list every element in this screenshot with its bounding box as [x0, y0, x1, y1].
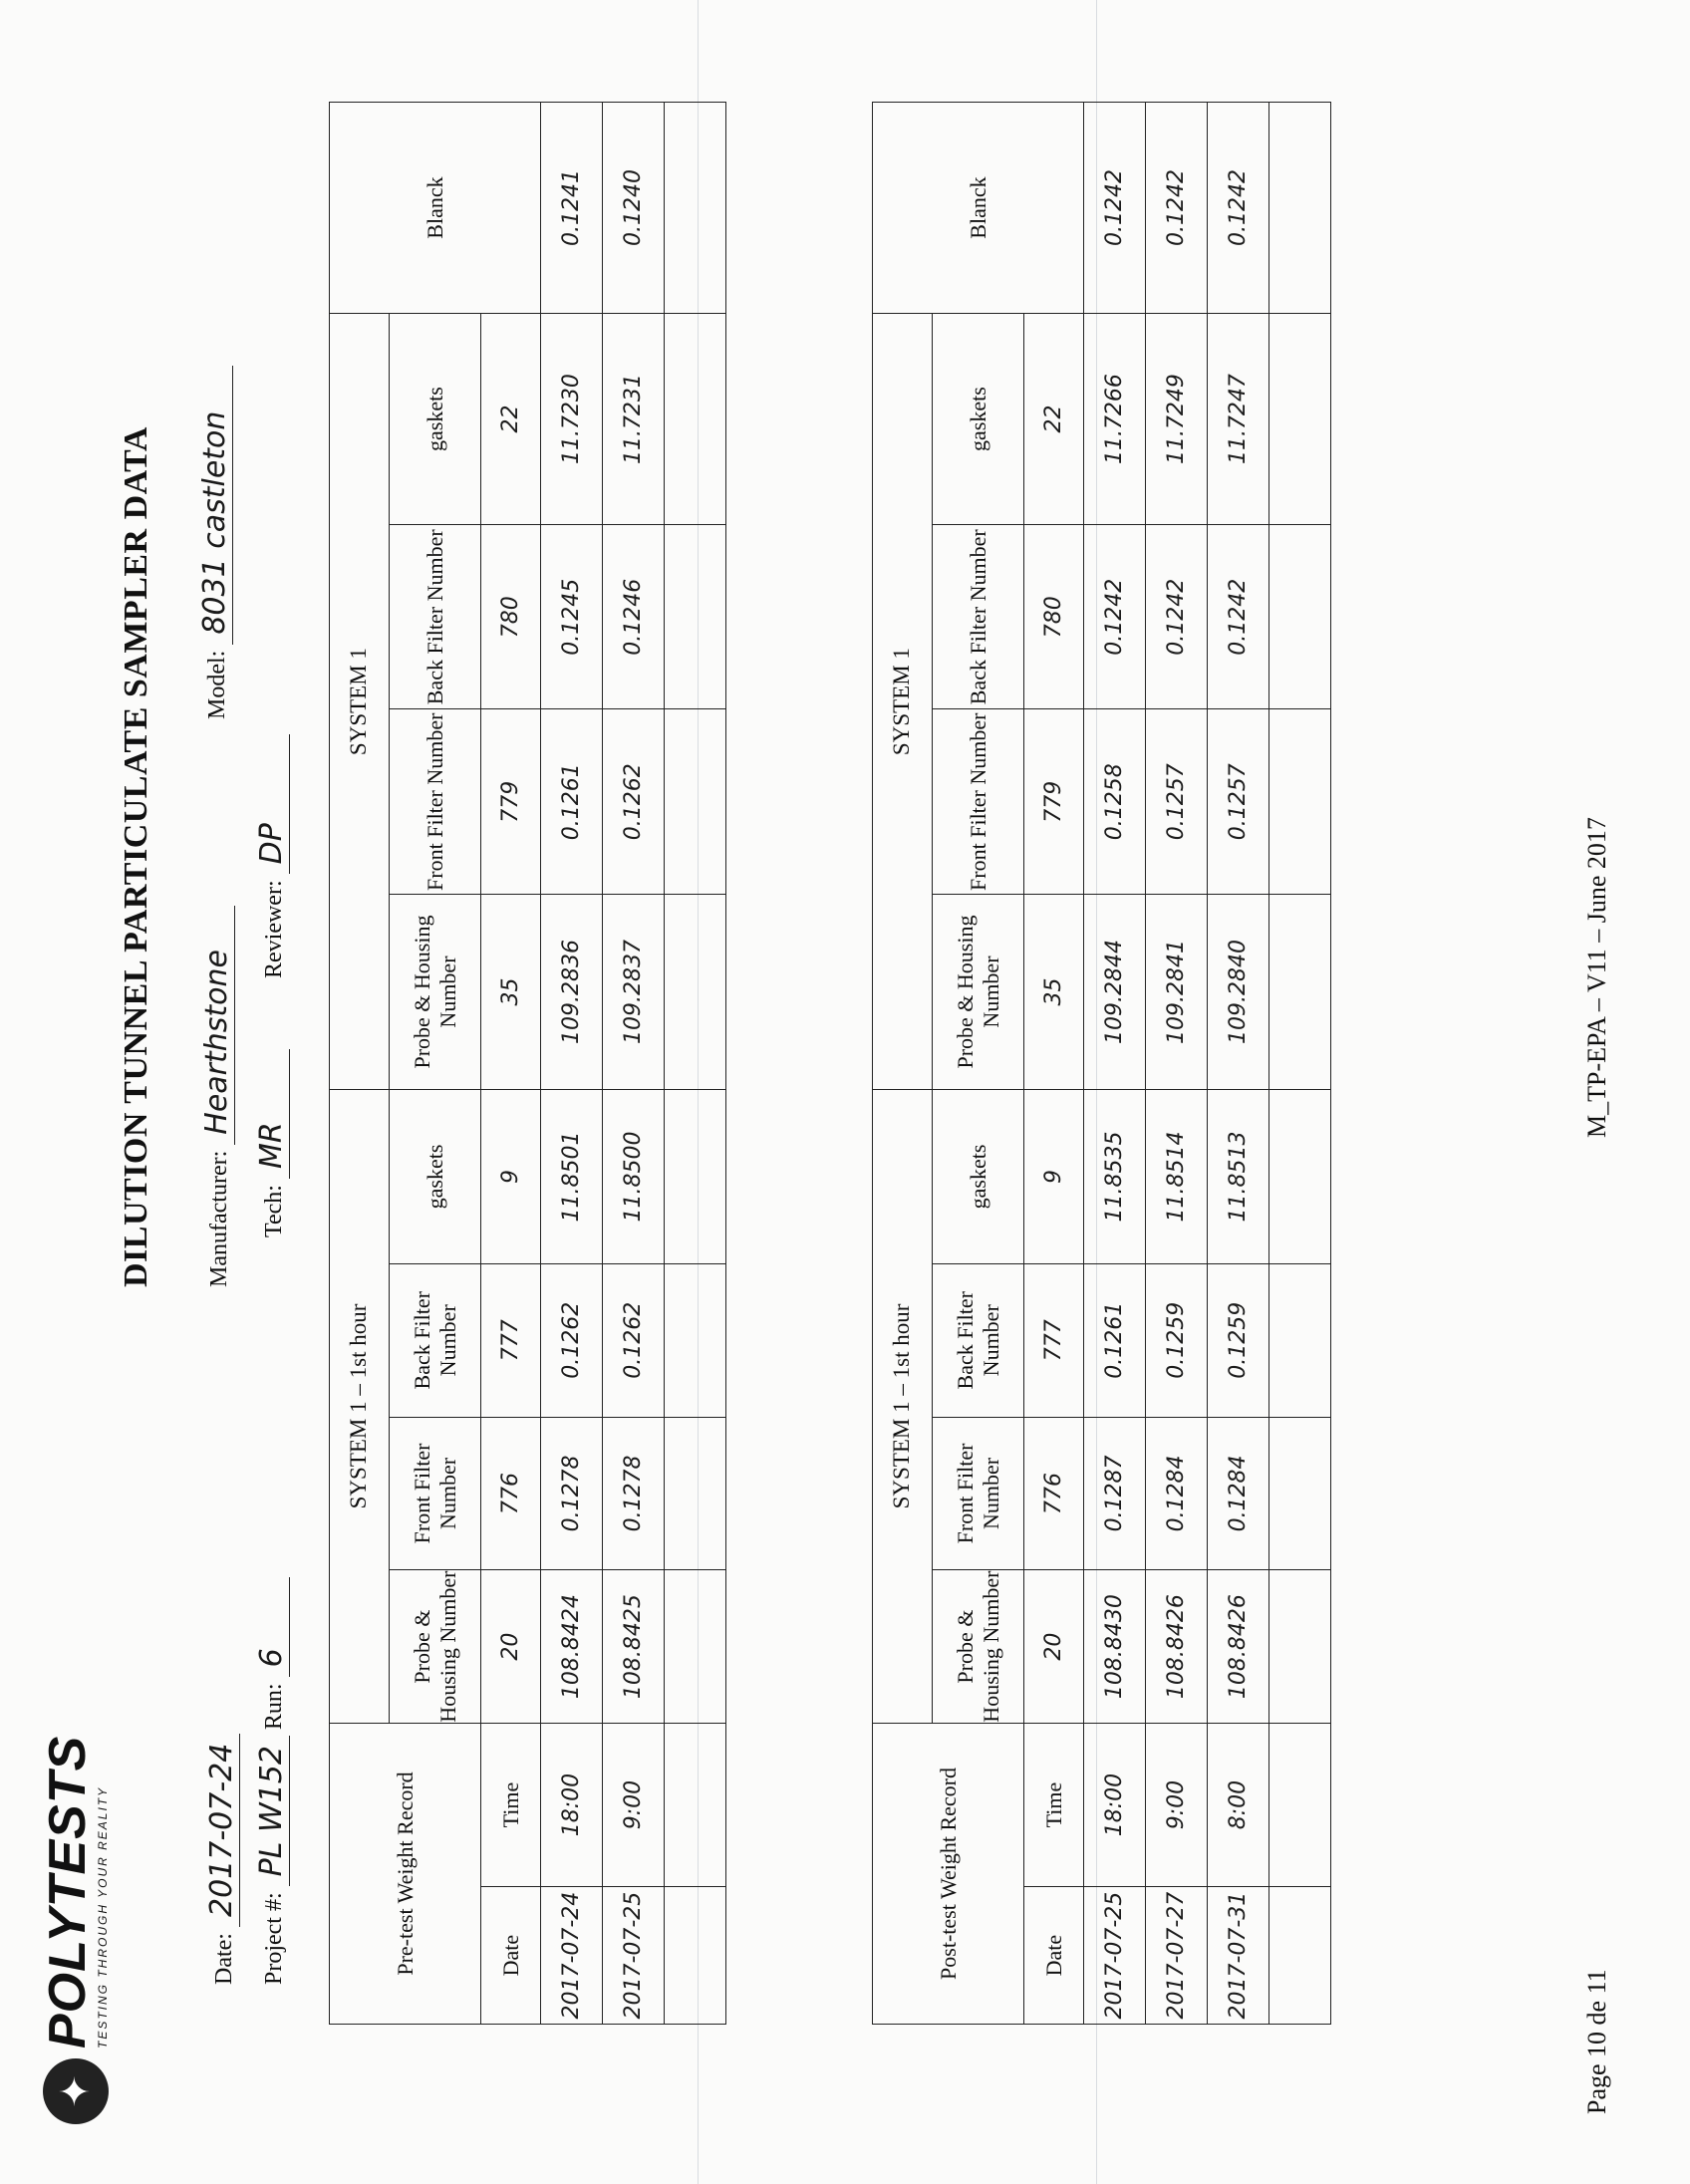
weight-cell: 0.1245: [541, 525, 603, 709]
weight-cell: 0.1261: [541, 709, 603, 894]
weight-cell: 0.1262: [541, 1263, 603, 1417]
model-field: [197, 366, 233, 719]
column-header: Date: [481, 1887, 541, 2025]
weight-cell: [1269, 1263, 1331, 1417]
column-header: Front Filter Number: [390, 1417, 481, 1570]
weight-cell: [665, 709, 726, 894]
id-cell: 35: [481, 894, 541, 1089]
pre-test-weight-table: [329, 102, 726, 2025]
weight-cell: 108.8425: [603, 1570, 665, 1724]
weight-cell: 0.1278: [603, 1417, 665, 1570]
weight-cell: 109.2840: [1208, 894, 1269, 1089]
form-title: DILUTION TUNNEL PARTICULATE SAMPLER DATA: [118, 426, 154, 1287]
weight-cell: 108.8424: [541, 1570, 603, 1724]
weight-cell: 109.2841: [1146, 894, 1208, 1089]
weight-cell: [1269, 1570, 1331, 1724]
column-header: gaskets: [933, 314, 1024, 525]
id-cell: 780: [1024, 525, 1084, 709]
id-cell: 776: [481, 1417, 541, 1570]
date-cell: 2017-07-25: [603, 1887, 665, 2025]
date-cell: 2017-07-27: [1146, 1887, 1208, 2025]
column-header: gaskets: [390, 1090, 481, 1264]
weight-cell: 11.7247: [1208, 314, 1269, 525]
weight-cell: 11.8513: [1208, 1090, 1269, 1264]
id-cell: 777: [481, 1263, 541, 1417]
table-row: [1269, 103, 1331, 2025]
date-field: [204, 1734, 240, 1985]
weight-cell: [1269, 525, 1331, 709]
reviewer-field: [254, 734, 290, 978]
reviewer-value: DP: [254, 734, 290, 874]
weight-cell: 11.8535: [1084, 1090, 1146, 1264]
polytests-logo: [39, 1735, 110, 2124]
table-row: [665, 103, 726, 2025]
column-header: Blanck: [330, 103, 541, 314]
weight-cell: 0.1242: [1146, 525, 1208, 709]
weight-cell: 0.1242: [1084, 525, 1146, 709]
time-cell: 8:00: [1208, 1723, 1269, 1886]
weight-cell: [665, 1417, 726, 1570]
weight-cell: 0.1242: [1084, 103, 1146, 314]
id-cell: 20: [1024, 1570, 1084, 1724]
weight-cell: 0.1262: [603, 1263, 665, 1417]
date-label: Date:: [211, 1933, 237, 1985]
weight-cell: 11.7231: [603, 314, 665, 525]
weight-cell: [665, 103, 726, 314]
logo-tagline: TESTING THROUGH YOUR REALITY: [96, 1785, 110, 2048]
weight-cell: 0.1284: [1208, 1417, 1269, 1570]
id-cell: 9: [1024, 1090, 1084, 1264]
manufacturer-field: [199, 906, 235, 1287]
id-cell: 779: [481, 709, 541, 894]
table-row: [541, 103, 603, 2025]
column-header: Probe & Housing Number: [390, 894, 481, 1089]
weight-cell: 0.1257: [1208, 709, 1269, 894]
weight-cell: [1269, 103, 1331, 314]
time-cell: [665, 1723, 726, 1886]
id-cell: 22: [481, 314, 541, 525]
table-row: [1208, 103, 1269, 2025]
weight-cell: 0.1259: [1208, 1263, 1269, 1417]
weight-cell: 11.7266: [1084, 314, 1146, 525]
model-label: Model:: [204, 650, 230, 719]
manufacturer-label: Manufacturer:: [206, 1150, 232, 1287]
time-cell: 18:00: [1084, 1723, 1146, 1886]
page-number: Page 10 de 11: [1582, 1969, 1611, 2114]
weight-cell: 108.8426: [1208, 1570, 1269, 1724]
date-cell: [1269, 1887, 1331, 2025]
group-header: SYSTEM 1: [873, 314, 933, 1090]
date-cell: 2017-07-31: [1208, 1887, 1269, 2025]
id-cell: 22: [1024, 314, 1084, 525]
column-header: Back Filter Number: [390, 525, 481, 709]
id-cell: 777: [1024, 1263, 1084, 1417]
date-cell: 2017-07-24: [541, 1887, 603, 2025]
column-header: Front Filter Number: [933, 1417, 1024, 1570]
record-label: Post-test Weight Record: [873, 1723, 1024, 2024]
tech-value: MR: [254, 1049, 290, 1179]
group-header: SYSTEM 1 – 1st hour: [330, 1090, 390, 1724]
weight-cell: [1269, 1417, 1331, 1570]
weight-cell: 0.1241: [541, 103, 603, 314]
weight-cell: 0.1242: [1146, 103, 1208, 314]
weight-cell: 0.1278: [541, 1417, 603, 1570]
weight-cell: [1269, 314, 1331, 525]
date-value: 2017-07-24: [204, 1734, 240, 1927]
column-header: Probe & Housing Number: [390, 1570, 481, 1724]
project-value: PL W152: [254, 1736, 290, 1886]
record-label: Pre-test Weight Record: [330, 1723, 481, 2024]
weight-cell: 11.8500: [603, 1090, 665, 1264]
post-test-weight-table: [872, 102, 1331, 2025]
weight-cell: 0.1242: [1208, 525, 1269, 709]
time-cell: 9:00: [1146, 1723, 1208, 1886]
column-header: Front Filter Number: [390, 709, 481, 894]
model-value: 8031 castleton: [197, 366, 233, 645]
weight-cell: 0.1287: [1084, 1417, 1146, 1570]
column-header: Time: [1024, 1723, 1084, 1886]
date-cell: [665, 1887, 726, 2025]
weight-cell: [1269, 894, 1331, 1089]
column-header: Blanck: [873, 103, 1084, 314]
tech-field: [254, 1049, 290, 1237]
weight-cell: 0.1240: [603, 103, 665, 314]
weight-cell: [1269, 1090, 1331, 1264]
column-header: gaskets: [390, 314, 481, 525]
weight-cell: 0.1242: [1208, 103, 1269, 314]
column-header: Probe & Housing Number: [933, 894, 1024, 1089]
tech-label: Tech:: [261, 1185, 287, 1237]
manufacturer-value: Hearthstone: [199, 906, 235, 1145]
id-cell: 779: [1024, 709, 1084, 894]
weight-cell: 11.7249: [1146, 314, 1208, 525]
reviewer-label: Reviewer:: [261, 880, 287, 978]
weight-cell: 109.2844: [1084, 894, 1146, 1089]
weight-cell: 0.1261: [1084, 1263, 1146, 1417]
id-cell: 9: [481, 1090, 541, 1264]
group-header: SYSTEM 1 – 1st hour: [873, 1090, 933, 1724]
id-cell: 35: [1024, 894, 1084, 1089]
id-cell: 20: [481, 1570, 541, 1724]
weight-cell: [665, 1090, 726, 1264]
weight-cell: 0.1284: [1146, 1417, 1208, 1570]
weight-cell: [1269, 709, 1331, 894]
table-row: [1146, 103, 1208, 2025]
time-cell: 9:00: [603, 1723, 665, 1886]
logo-mark-icon: ✦: [43, 2058, 109, 2124]
column-header: Front Filter Number: [933, 709, 1024, 894]
column-header: Back Filter Number: [933, 525, 1024, 709]
weight-cell: 109.2837: [603, 894, 665, 1089]
column-header: Date: [1024, 1887, 1084, 2025]
column-header: gaskets: [933, 1090, 1024, 1264]
weight-cell: 0.1259: [1146, 1263, 1208, 1417]
weight-cell: 108.8430: [1084, 1570, 1146, 1724]
weight-cell: 11.8501: [541, 1090, 603, 1264]
project-field: [254, 1577, 290, 1985]
weight-cell: 0.1262: [603, 709, 665, 894]
weight-cell: [665, 1570, 726, 1724]
column-header: Back Filter Number: [390, 1263, 481, 1417]
time-cell: [1269, 1723, 1331, 1886]
weight-cell: [665, 525, 726, 709]
weight-cell: 0.1246: [603, 525, 665, 709]
weight-cell: [665, 894, 726, 1089]
weight-cell: 11.8514: [1146, 1090, 1208, 1264]
date-cell: 2017-07-25: [1084, 1887, 1146, 2025]
logo-name: POLYTESTS: [39, 1735, 97, 2048]
column-header: Probe & Housing Number: [933, 1570, 1024, 1724]
run-label: Run:: [261, 1683, 287, 1731]
id-cell: 776: [1024, 1417, 1084, 1570]
weight-cell: 108.8426: [1146, 1570, 1208, 1724]
weight-cell: [665, 1263, 726, 1417]
document-id: M_TP-EPA – V11 – June 2017: [1582, 817, 1611, 1138]
weight-cell: 0.1257: [1146, 709, 1208, 894]
weight-cell: 109.2836: [541, 894, 603, 1089]
column-header: Back Filter Number: [933, 1263, 1024, 1417]
table-row: [603, 103, 665, 2025]
project-label: Project #:: [261, 1892, 287, 1985]
run-value: 6: [254, 1577, 290, 1677]
time-cell: 18:00: [541, 1723, 603, 1886]
group-header: SYSTEM 1: [330, 314, 390, 1090]
table-row: [1084, 103, 1146, 2025]
column-header: Time: [481, 1723, 541, 1886]
weight-cell: 11.7230: [541, 314, 603, 525]
weight-cell: [665, 314, 726, 525]
weight-cell: 0.1258: [1084, 709, 1146, 894]
id-cell: 780: [481, 525, 541, 709]
